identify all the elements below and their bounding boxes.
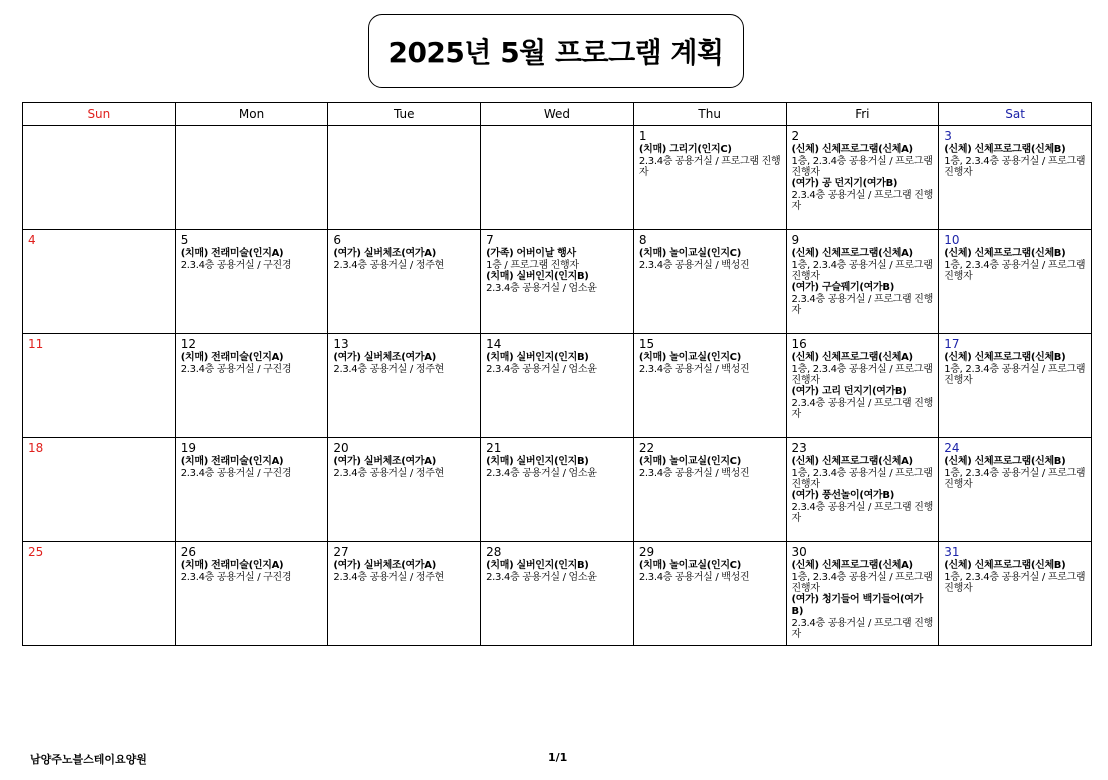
event-title: (여가) 풍선놀이(여가B) xyxy=(791,490,894,501)
calendar-day-cell xyxy=(633,230,786,334)
event-title: (치매) 실버인지(인지B) xyxy=(486,560,589,571)
calendar-day-cell xyxy=(175,542,328,646)
event-title: (여가) 청기들어 백기들어(여가B) xyxy=(791,594,924,617)
event-title: (신체) 신체프로그램(신체A) xyxy=(791,560,913,571)
day-number: 5 xyxy=(180,233,189,247)
event-title: (신체) 신체프로그램(신체A) xyxy=(791,144,913,155)
day-number: 1 xyxy=(638,129,647,143)
calendar-day-cell xyxy=(328,542,481,646)
event-detail: 2.3.4층 공용거실 / 정주현 xyxy=(333,572,444,583)
event-title: (신체) 신체프로그램(신체B) xyxy=(944,352,1066,363)
event-detail: 2.3.4층 공용거실 / 구진경 xyxy=(180,468,292,479)
weekday-header-tue: Tue xyxy=(328,103,481,126)
weekday-header-thu: Thu xyxy=(633,103,786,126)
event-title: (여가) 실버체조(여가A) xyxy=(333,248,436,259)
event-title: (치매) 전래미술(인지A) xyxy=(180,560,284,571)
event-title: (신체) 신체프로그램(신체A) xyxy=(791,352,913,363)
event-detail: 2.3.4층 공용거실 / 프로그램 진행자 xyxy=(791,502,934,524)
event-title: (신체) 신체프로그램(신체A) xyxy=(791,248,913,259)
calendar-day-cell xyxy=(939,438,1092,542)
event-title: (치매) 전래미술(인지A) xyxy=(180,456,284,467)
calendar-day-cell xyxy=(786,542,939,646)
calendar-day-cell xyxy=(328,334,481,438)
calendar-day-cell xyxy=(481,230,634,334)
day-number: 9 xyxy=(791,233,800,247)
event-detail: 2.3.4층 공용거실 / 정주현 xyxy=(333,468,444,479)
calendar-day-cell xyxy=(481,438,634,542)
event-title: (여가) 공 던지기(여가B) xyxy=(791,178,898,189)
event-detail: 2.3.4층 공용거실 / 백성진 xyxy=(638,364,750,375)
calendar-day-cell xyxy=(786,126,939,230)
event-detail: 2.3.4층 공용거실 / 프로그램 진행자 xyxy=(791,618,934,640)
page-title: 2025년 5월 프로그램 계획 xyxy=(388,36,724,69)
weekday-header-sun: Sun xyxy=(23,103,176,126)
calendar-day-cell xyxy=(23,230,176,334)
event-title: (치매) 놀이교실(인지C) xyxy=(638,560,741,571)
event-title: (여가) 구슬꿰기(여가B) xyxy=(791,282,894,293)
day-number: 10 xyxy=(944,233,960,247)
weekday-header-mon: Mon xyxy=(175,103,328,126)
day-number: 24 xyxy=(944,441,960,455)
weekday-header-sat: Sat xyxy=(939,103,1092,126)
calendar-day-cell xyxy=(786,438,939,542)
calendar-day-cell xyxy=(939,230,1092,334)
event-title: (신체) 신체프로그램(신체A) xyxy=(791,456,913,467)
calendar-day-cell xyxy=(481,334,634,438)
event-detail: 1층, 2.3.4층 공용거실 / 프로그램 진행자 xyxy=(791,572,933,594)
event-detail: 1층, 2.3.4층 공용거실 / 프로그램 진행자 xyxy=(944,156,1086,178)
calendar-day-cell xyxy=(175,126,328,230)
event-title: (신체) 신체프로그램(신체B) xyxy=(944,144,1066,155)
event-detail: 2.3.4층 공용거실 / 백성진 xyxy=(638,572,750,583)
calendar-week-row xyxy=(23,334,1092,438)
day-number: 25 xyxy=(28,545,44,559)
calendar-week-row xyxy=(23,230,1092,334)
footer-page-number: 1/1 xyxy=(548,751,568,764)
calendar-day-cell xyxy=(23,542,176,646)
calendar-body xyxy=(23,126,1092,646)
calendar-day-cell xyxy=(633,334,786,438)
calendar-day-cell xyxy=(328,230,481,334)
event-detail: 2.3.4층 공용거실 / 정주현 xyxy=(333,364,444,375)
event-detail: 2.3.4층 공용거실 / 프로그램 진행자 xyxy=(791,190,934,212)
event-detail: 2.3.4층 공용거실 / 엄소윤 xyxy=(486,468,597,479)
calendar-day-cell xyxy=(633,438,786,542)
day-number: 21 xyxy=(486,441,502,455)
day-number: 27 xyxy=(333,545,349,559)
event-detail: 2.3.4층 공용거실 / 프로그램 진행자 xyxy=(791,294,934,316)
day-number: 30 xyxy=(791,545,807,559)
event-title: (여가) 고리 던지기(여가B) xyxy=(791,386,907,397)
day-number: 29 xyxy=(638,545,655,559)
event-detail: 2.3.4층 공용거실 / 정주현 xyxy=(333,260,444,271)
title-box xyxy=(368,14,744,88)
calendar-week-row xyxy=(23,542,1092,646)
event-detail: 2.3.4층 공용거실 / 엄소윤 xyxy=(486,283,597,294)
day-number: 26 xyxy=(180,545,196,559)
day-number: 11 xyxy=(28,337,44,351)
calendar-day-cell xyxy=(328,438,481,542)
event-detail: 1층 / 프로그램 진행자 xyxy=(486,260,579,271)
day-number: 28 xyxy=(486,545,502,559)
day-number: 13 xyxy=(333,337,349,351)
calendar-day-cell xyxy=(23,126,176,230)
calendar-day-cell xyxy=(23,438,176,542)
calendar-day-cell xyxy=(328,126,481,230)
weekday-header-wed: Wed xyxy=(481,103,634,126)
event-title: (여가) 실버체조(여가A) xyxy=(333,456,436,467)
event-title: (치매) 놀이교실(인지C) xyxy=(638,352,741,363)
event-title: (치매) 전래미술(인지A) xyxy=(180,248,284,259)
calendar-day-cell xyxy=(633,542,786,646)
calendar-day-cell xyxy=(939,542,1092,646)
weekday-header-row xyxy=(23,103,1092,126)
day-number: 22 xyxy=(638,441,655,455)
day-number: 23 xyxy=(791,441,807,455)
event-detail: 1층, 2.3.4층 공용거실 / 프로그램 진행자 xyxy=(944,260,1086,282)
event-title: (치매) 실버인지(인지B) xyxy=(486,271,589,282)
event-title: (치매) 실버인지(인지B) xyxy=(486,456,589,467)
event-title: (치매) 실버인지(인지B) xyxy=(486,352,589,363)
calendar-day-cell xyxy=(786,230,939,334)
event-title: (신체) 신체프로그램(신체B) xyxy=(944,456,1066,467)
calendar-day-cell xyxy=(939,126,1092,230)
event-detail: 1층, 2.3.4층 공용거실 / 프로그램 진행자 xyxy=(791,468,933,490)
event-detail: 2.3.4층 공용거실 / 백성진 xyxy=(638,468,750,479)
calendar-week-row xyxy=(23,438,1092,542)
calendar-week-row xyxy=(23,126,1092,230)
calendar-day-cell xyxy=(175,438,328,542)
event-detail: 2.3.4층 공용거실 / 백성진 xyxy=(638,260,750,271)
event-detail: 1층, 2.3.4층 공용거실 / 프로그램 진행자 xyxy=(944,364,1086,386)
footer-organization: 남양주노블스테이요양원 xyxy=(30,753,147,766)
event-title: (여가) 실버체조(여가A) xyxy=(333,560,436,571)
day-number: 18 xyxy=(28,441,44,455)
event-detail: 2.3.4층 공용거실 / 엄소윤 xyxy=(486,364,597,375)
calendar-day-cell xyxy=(23,334,176,438)
event-title: (여가) 실버체조(여가A) xyxy=(333,352,436,363)
day-number: 31 xyxy=(944,545,960,559)
day-number: 2 xyxy=(791,129,800,143)
day-number: 16 xyxy=(791,337,807,351)
event-detail: 1층, 2.3.4층 공용거실 / 프로그램 진행자 xyxy=(791,260,933,282)
event-title: (치매) 놀이교실(인지C) xyxy=(638,248,741,259)
event-detail: 1층, 2.3.4층 공용거실 / 프로그램 진행자 xyxy=(944,468,1086,490)
calendar-day-cell xyxy=(939,334,1092,438)
weekday-header-fri: Fri xyxy=(786,103,939,126)
day-number: 17 xyxy=(944,337,960,351)
event-title: (치매) 그리기(인지C) xyxy=(638,144,732,155)
calendar-day-cell xyxy=(481,126,634,230)
calendar-day-cell xyxy=(481,542,634,646)
event-detail: 2.3.4층 공용거실 / 구진경 xyxy=(180,572,292,583)
day-number: 12 xyxy=(180,337,196,351)
calendar-day-cell xyxy=(175,334,328,438)
day-number: 15 xyxy=(638,337,655,351)
day-number: 19 xyxy=(180,441,196,455)
event-detail: 2.3.4층 공용거실 / 구진경 xyxy=(180,364,292,375)
day-number: 7 xyxy=(486,233,494,247)
calendar-table xyxy=(22,102,1092,646)
day-number: 8 xyxy=(638,233,647,247)
event-detail: 1층, 2.3.4층 공용거실 / 프로그램 진행자 xyxy=(791,364,933,386)
calendar-day-cell xyxy=(175,230,328,334)
day-number: 14 xyxy=(486,337,502,351)
event-detail: 2.3.4층 공용거실 / 프로그램 진행자 xyxy=(638,156,781,178)
event-detail: 1층, 2.3.4층 공용거실 / 프로그램 진행자 xyxy=(944,572,1086,594)
day-number: 4 xyxy=(28,233,36,247)
calendar-day-cell xyxy=(786,334,939,438)
event-detail: 2.3.4층 공용거실 / 프로그램 진행자 xyxy=(791,398,934,420)
event-title: (신체) 신체프로그램(신체B) xyxy=(944,248,1066,259)
event-title: (신체) 신체프로그램(신체B) xyxy=(944,560,1066,571)
calendar-day-cell xyxy=(633,126,786,230)
event-title: (치매) 놀이교실(인지C) xyxy=(638,456,741,467)
day-number: 3 xyxy=(944,129,952,143)
event-detail: 1층, 2.3.4층 공용거실 / 프로그램 진행자 xyxy=(791,156,933,178)
event-detail: 2.3.4층 공용거실 / 구진경 xyxy=(180,260,292,271)
event-title: (치매) 전래미술(인지A) xyxy=(180,352,284,363)
event-detail: 2.3.4층 공용거실 / 엄소윤 xyxy=(486,572,597,583)
day-number: 20 xyxy=(333,441,349,455)
event-title: (가족) 어버이날 행사 xyxy=(486,248,576,259)
day-number: 6 xyxy=(333,233,342,247)
